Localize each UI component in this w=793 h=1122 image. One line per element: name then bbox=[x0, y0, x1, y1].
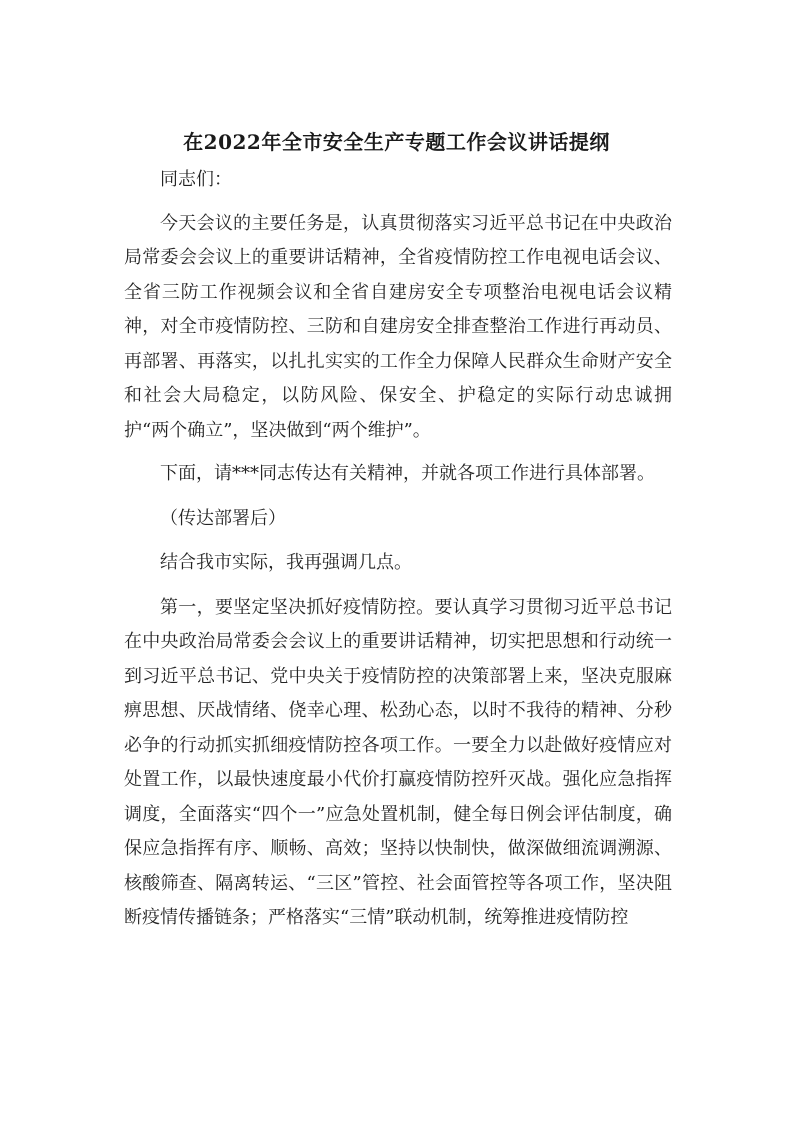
paragraph-first-point: 第一，要坚定坚决抓好疫情防控。要认真学习贯彻习近平总书记在中央政治局常委会会议上的重要讲话精神，切实把思想和行动统一到习近平总书记、党中央关于疫情防控的决策部署上来，坚决克服麻痹思想、厌战情绪、侥幸心理、松劲心态，以时不我待的精神、分秒必争的行动抓实抓细疫情防控各项工作。一要全力以赴做好疫情应对处置工作，以最快速度最小代价打赢疫情防控歼灭战。强化应急指挥调度，全面落实“四个一”应急处置机制，健全每日例会评估制度，确保应急指挥有序、顺畅、高效；坚持以快制快，做深做细流调溯源、核酸筛查、隔离转运、“三区”管控、社会面管控等各项工作，坚决阻断疫情传播链条；严格落实“三情”联动机制，统筹推进疫情防控 bbox=[124, 596, 672, 928]
document-body bbox=[124, 163, 672, 946]
paragraph-intro: 今天会议的主要任务是，认真贯彻落实习近平总书记在中央政治局常委会会议上的重要讲话精神，全省疫情防控工作电视电话会议、全省三防工作视频会议和全省自建房安全专项整治电视电话会议精神，对全市疫情防控、三防和自建房安全排查整治工作进行再动员、再部署、再落实，以扎扎实实的工作全力保障人民群众生命财产安全和社会大局稳定，以防风险、保安全、护稳定的实际行动忠诚拥护“两个确立”，坚决做到“两个维护”。 bbox=[124, 212, 672, 441]
paragraph-emphasis: 结合我市实际，我再强调几点。 bbox=[160, 552, 412, 573]
salutation: 同志们： bbox=[160, 169, 232, 190]
paragraph-transmit: 下面，请***同志传达有关精神，并就各项工作进行具体部署。 bbox=[160, 463, 655, 484]
paragraph-after-deployment: （传达部署后） bbox=[160, 507, 286, 529]
document-title: 在2022年全市安全生产专题工作会议讲话提纲 bbox=[183, 130, 610, 154]
